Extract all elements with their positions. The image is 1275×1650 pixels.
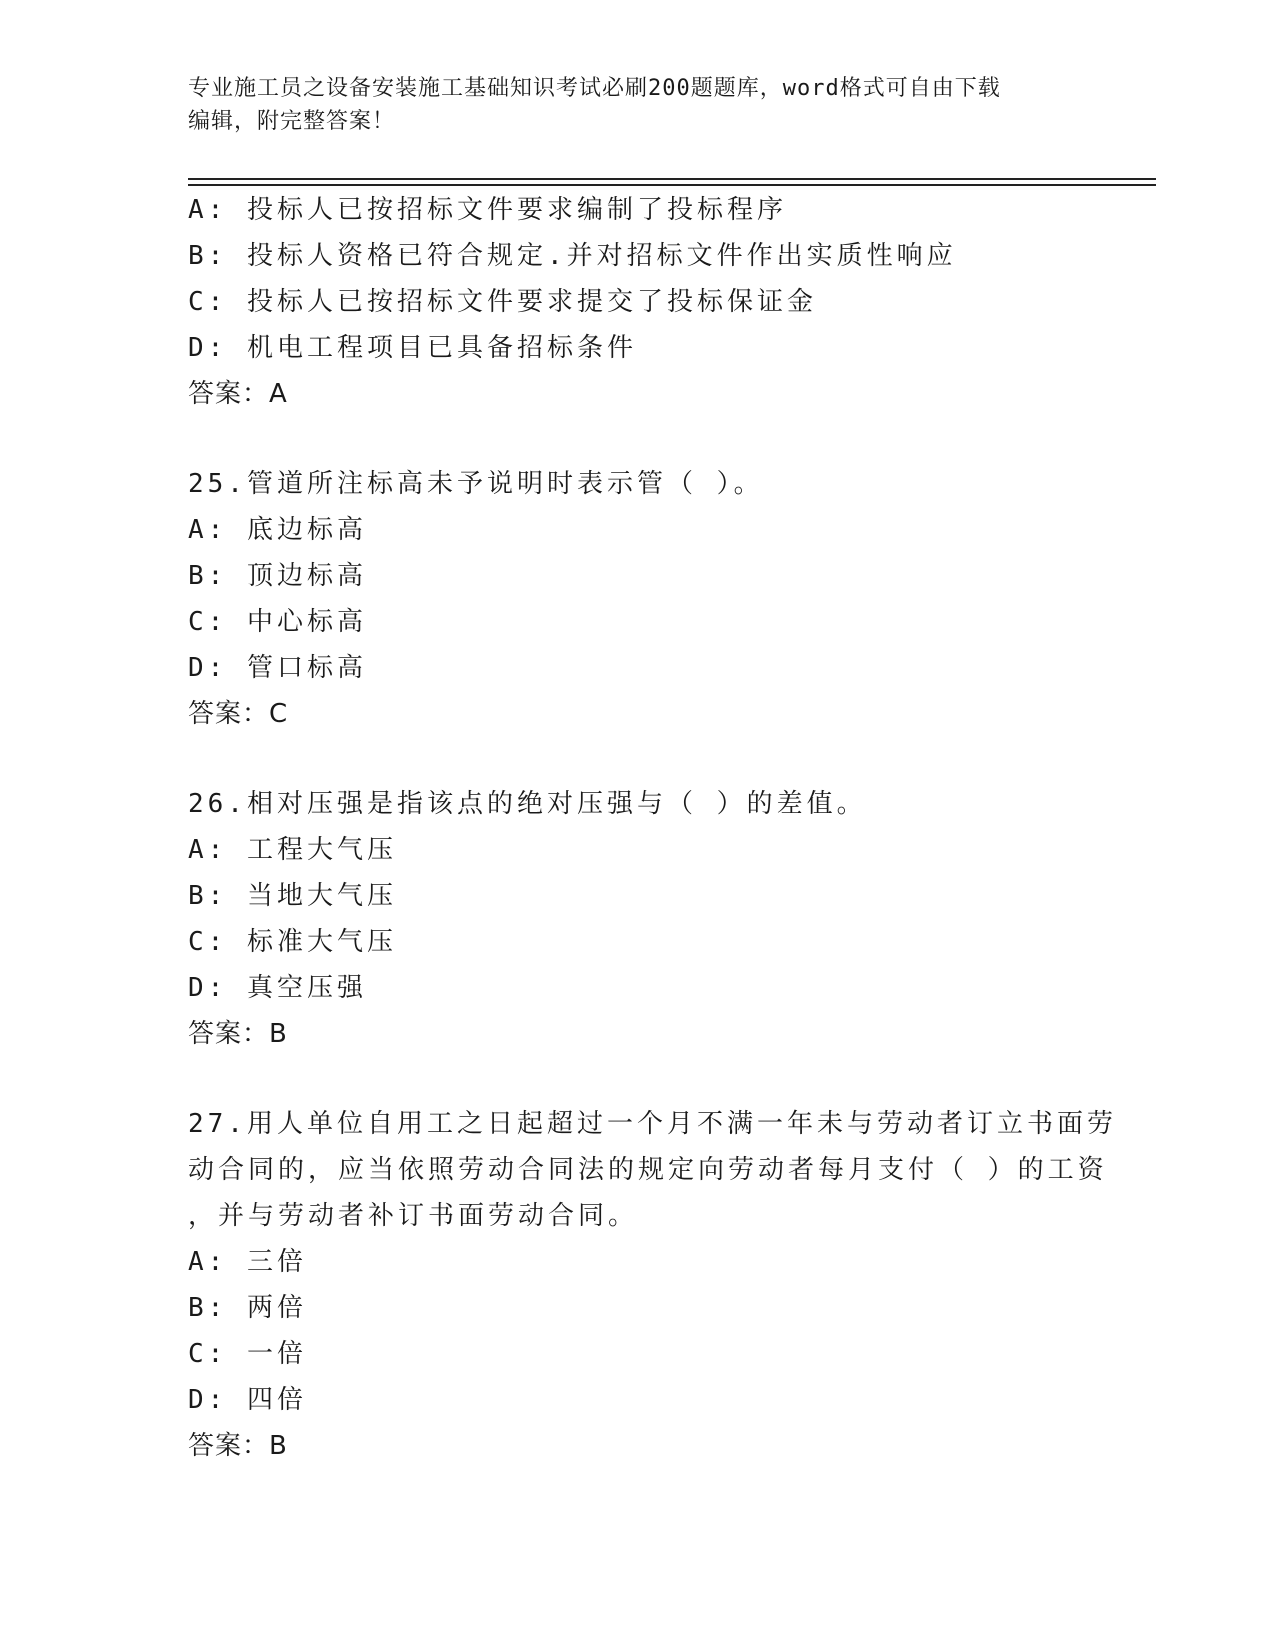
answer: 答案：C: [188, 699, 289, 729]
option-b: B: 顶边标高: [188, 561, 367, 591]
option-d: D: 管口标高: [188, 653, 367, 683]
document-header: [188, 72, 1088, 138]
question-27: [188, 1101, 1117, 1469]
option-c: C: 投标人已按招标文件要求提交了投标保证金: [188, 287, 817, 317]
option-c: C: 标准大气压: [188, 927, 397, 957]
answer: 答案：B: [188, 1019, 288, 1049]
option-a: A: 底边标高: [188, 515, 367, 545]
answer: 答案：B: [188, 1431, 288, 1461]
header-divider-bottom: [188, 184, 1156, 186]
option-c: C: 中心标高: [188, 607, 367, 637]
header-line-2: 编辑，附完整答案！: [188, 109, 396, 134]
header-line-1: 专业施工员之设备安装施工基础知识考试必刷200题题库，word格式可自由下载: [188, 76, 1001, 101]
question-26: [188, 781, 1088, 1057]
question-text: 26.相对压强是指该点的绝对压强与（ ）的差值。: [188, 789, 867, 819]
question-text-line-3: ，并与劳动者补订书面劳动合同。: [188, 1201, 639, 1231]
option-c: C: 一倍: [188, 1339, 307, 1369]
answer: 答案：A: [188, 379, 288, 409]
option-b: B: 当地大气压: [188, 881, 397, 911]
prev-question-block: [188, 187, 1088, 417]
question-text-line-2: 动合同的，应当依照劳动合同法的规定向劳动者每月支付（ ）的工资: [188, 1155, 1108, 1185]
option-d: D: 机电工程项目已具备招标条件: [188, 333, 637, 363]
question-25: [188, 461, 1088, 737]
option-b: B: 两倍: [188, 1293, 307, 1323]
question-text: 25.管道所注标高未予说明时表示管（ ）。: [188, 469, 764, 499]
header-divider-top: [188, 178, 1156, 180]
option-a: A: 投标人已按招标文件要求编制了投标程序: [188, 195, 787, 225]
question-text-line-1: 27.用人单位自用工之日起超过一个月不满一年未与劳动者订立书面劳: [188, 1109, 1117, 1139]
option-d: D: 四倍: [188, 1385, 307, 1415]
option-a: A: 三倍: [188, 1247, 307, 1277]
option-a: A: 工程大气压: [188, 835, 397, 865]
option-d: D: 真空压强: [188, 973, 367, 1003]
question-list: [188, 187, 1117, 1469]
option-b: B: 投标人资格已符合规定.并对招标文件作出实质性响应: [188, 241, 957, 271]
